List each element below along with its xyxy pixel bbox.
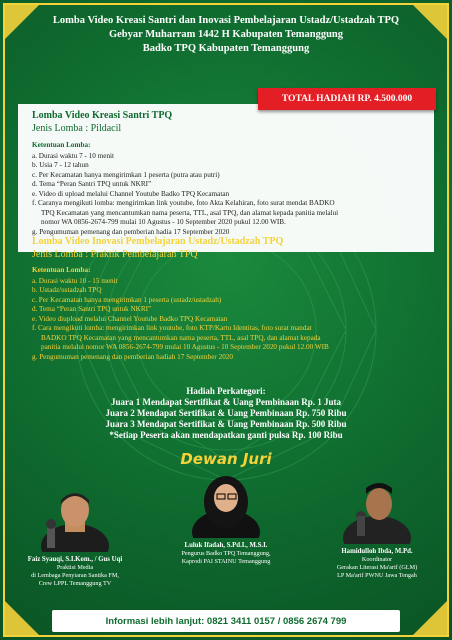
footer-contact-info: Informasi lebih lanjut: 0821 3411 0157 / 0856 2674 799 — [52, 610, 400, 632]
hadiah-section — [0, 386, 452, 441]
judge-photo — [337, 476, 417, 544]
judge-card — [161, 478, 291, 566]
lomba2-item: BADKO TPQ Kecamatan yang mencantumkan nama peserta, TTL, asal TPQ, dan alamat kepada — [41, 333, 321, 342]
header-line-2: Gebyar Muharram 1442 H Kabupaten Temanggung — [108, 29, 344, 40]
hadiah-title: Hadiah Perkategori: — [186, 386, 266, 396]
lomba2-item: g. Pengumuman pemenang dan pemberian hadiah 17 September 2020 — [32, 352, 233, 361]
hadiah-line: Juara 3 Mendapat Sertifikat & Uang Pembinaan Rp. 500 Ribu — [105, 419, 347, 429]
lomba1-item: nomor WA 0856-2674-799 mulai 10 Agustus - 10 September 2020 pukul 12.00 WIB. — [41, 218, 286, 226]
lomba2-item: panitia melalui nomor WA 0856-2674-799 mulai 10 Agustus - 10 September 2020 pukul 12.00 WIB — [41, 343, 329, 351]
lomba2-item: c. Per Kecamatan hanya mengirimkan 1 peserta (ustadz/ustadzah) — [32, 295, 222, 304]
hadiah-line: *Setiap Peserta akan mendapatkan ganti pulsa Rp. 100 Ribu — [109, 430, 343, 440]
judge-name: Hamidulloh Ibda, M.Pd. — [341, 548, 413, 555]
lomba1-item: c. Per Kecamatan hanya mengirimkan 1 peserta (putra atau putri) — [32, 170, 220, 179]
judge-name: Faiz Syauqi, S.I.Kom., / Gus Uqi — [27, 556, 123, 563]
judge-name: Luluk Ifadah, S.Pd.I., M.S.I. — [184, 542, 268, 549]
header — [0, 14, 452, 56]
judge-desc: LP Ma'arif PWNU Jawa Tengah — [337, 572, 417, 579]
judge-desc: Gerakan Literasi Ma'arif (GLM) — [336, 564, 418, 571]
lomba2-item: b. Ustadz/ustadzah TPQ — [32, 286, 102, 294]
judge-desc: Praktisi Media — [56, 564, 94, 571]
lomba1-title: Lomba Video Kreasi Santri TPQ — [32, 110, 173, 121]
judge-card — [312, 478, 442, 580]
lomba2-item: e. Video diupload melalui Channel Youtube Badko TPQ Kecamatan — [32, 314, 228, 323]
lomba2-jenis: Jenis Lomba : Praktik Pembelajaran TPQ — [32, 249, 198, 260]
header-line-1: Lomba Video Kreasi Santri dan Inovasi Pembelajaran Ustadz/Ustadzah TPQ — [52, 15, 400, 26]
lomba1-item: e. Video di upload melalui Channel Youtube Badko TPQ Kecamatan — [32, 189, 230, 198]
judge-desc: Kaprodi PAI STAINU Temanggung — [181, 558, 271, 565]
lomba1-item: g. Pengumuman pemenang dan pemberian hadia 17 September 2020 — [32, 227, 230, 236]
lomba1-ketentuan-heading: Ketentuan Lomba: — [32, 141, 91, 149]
lomba1-item: f. Caranya mengikuti lomba: mengirimkan link youtube, foto Akta Kelahiran, foto surat mendat BADKO — [32, 199, 335, 207]
judge-desc: Pengurus Badko TPQ Temanggung, — [181, 550, 271, 557]
lomba1-item: a. Durasi waktu 7 - 10 menit — [32, 151, 115, 160]
lomba1-section — [32, 110, 427, 237]
lomba1-item: TPQ Kecamatan yang mencantumkan nama peserta, TTL, asal TPQ, dan alamat kepada panitia melalui — [41, 208, 339, 217]
judge-desc: Koordinator — [361, 556, 393, 563]
lomba2-item: f. Cara mengikuti lomba: mengirimkan link youtube, foto KTP/Kartu Identitas, foto surat mandat — [32, 324, 312, 332]
judge-card — [10, 478, 140, 588]
hadiah-line: Juara 2 Mendapat Sertifikat & Uang Pembinaan Rp. 750 Ribu — [105, 408, 347, 418]
lomba1-item: d. Tema “Peran Santri TPQ untuk NKRI” — [32, 180, 152, 188]
lomba2-item: a. Durasi waktu 10 - 15 menit — [32, 276, 118, 285]
lomba2-item: d. Tema “Peran Santri TPQ untuk NKRI” — [32, 305, 152, 313]
lomba2-section — [32, 236, 427, 362]
judge-photo — [186, 470, 266, 538]
lomba1-item: b. Usia 7 - 12 tahun — [32, 161, 89, 169]
hadiah-line: Juara 1 Mendapat Sertifikat & Uang Pembinaan Rp. 1 Juta — [110, 397, 341, 407]
lomba1-jenis: Jenis Lomba : Pildacil — [32, 123, 122, 134]
dewan-juri-title: Dewan Juri — [180, 450, 272, 468]
judge-desc: Crew LPPL Temanggung TV — [38, 580, 112, 587]
header-line-3: Badko TPQ Kabupaten Temanggung — [142, 43, 310, 54]
judge-desc: di Lembaga Penyiaran Santika FM, — [31, 572, 119, 579]
lomba2-ketentuan-heading: Ketentuan Lomba: — [32, 266, 91, 274]
total-prize-banner: TOTAL HADIAH RP. 4.500.000 — [258, 88, 436, 110]
lomba2-title: Lomba Video Inovasi Pembelajaran Ustadz/Ustadzah TPQ — [32, 236, 284, 247]
judge-photo — [35, 484, 115, 552]
